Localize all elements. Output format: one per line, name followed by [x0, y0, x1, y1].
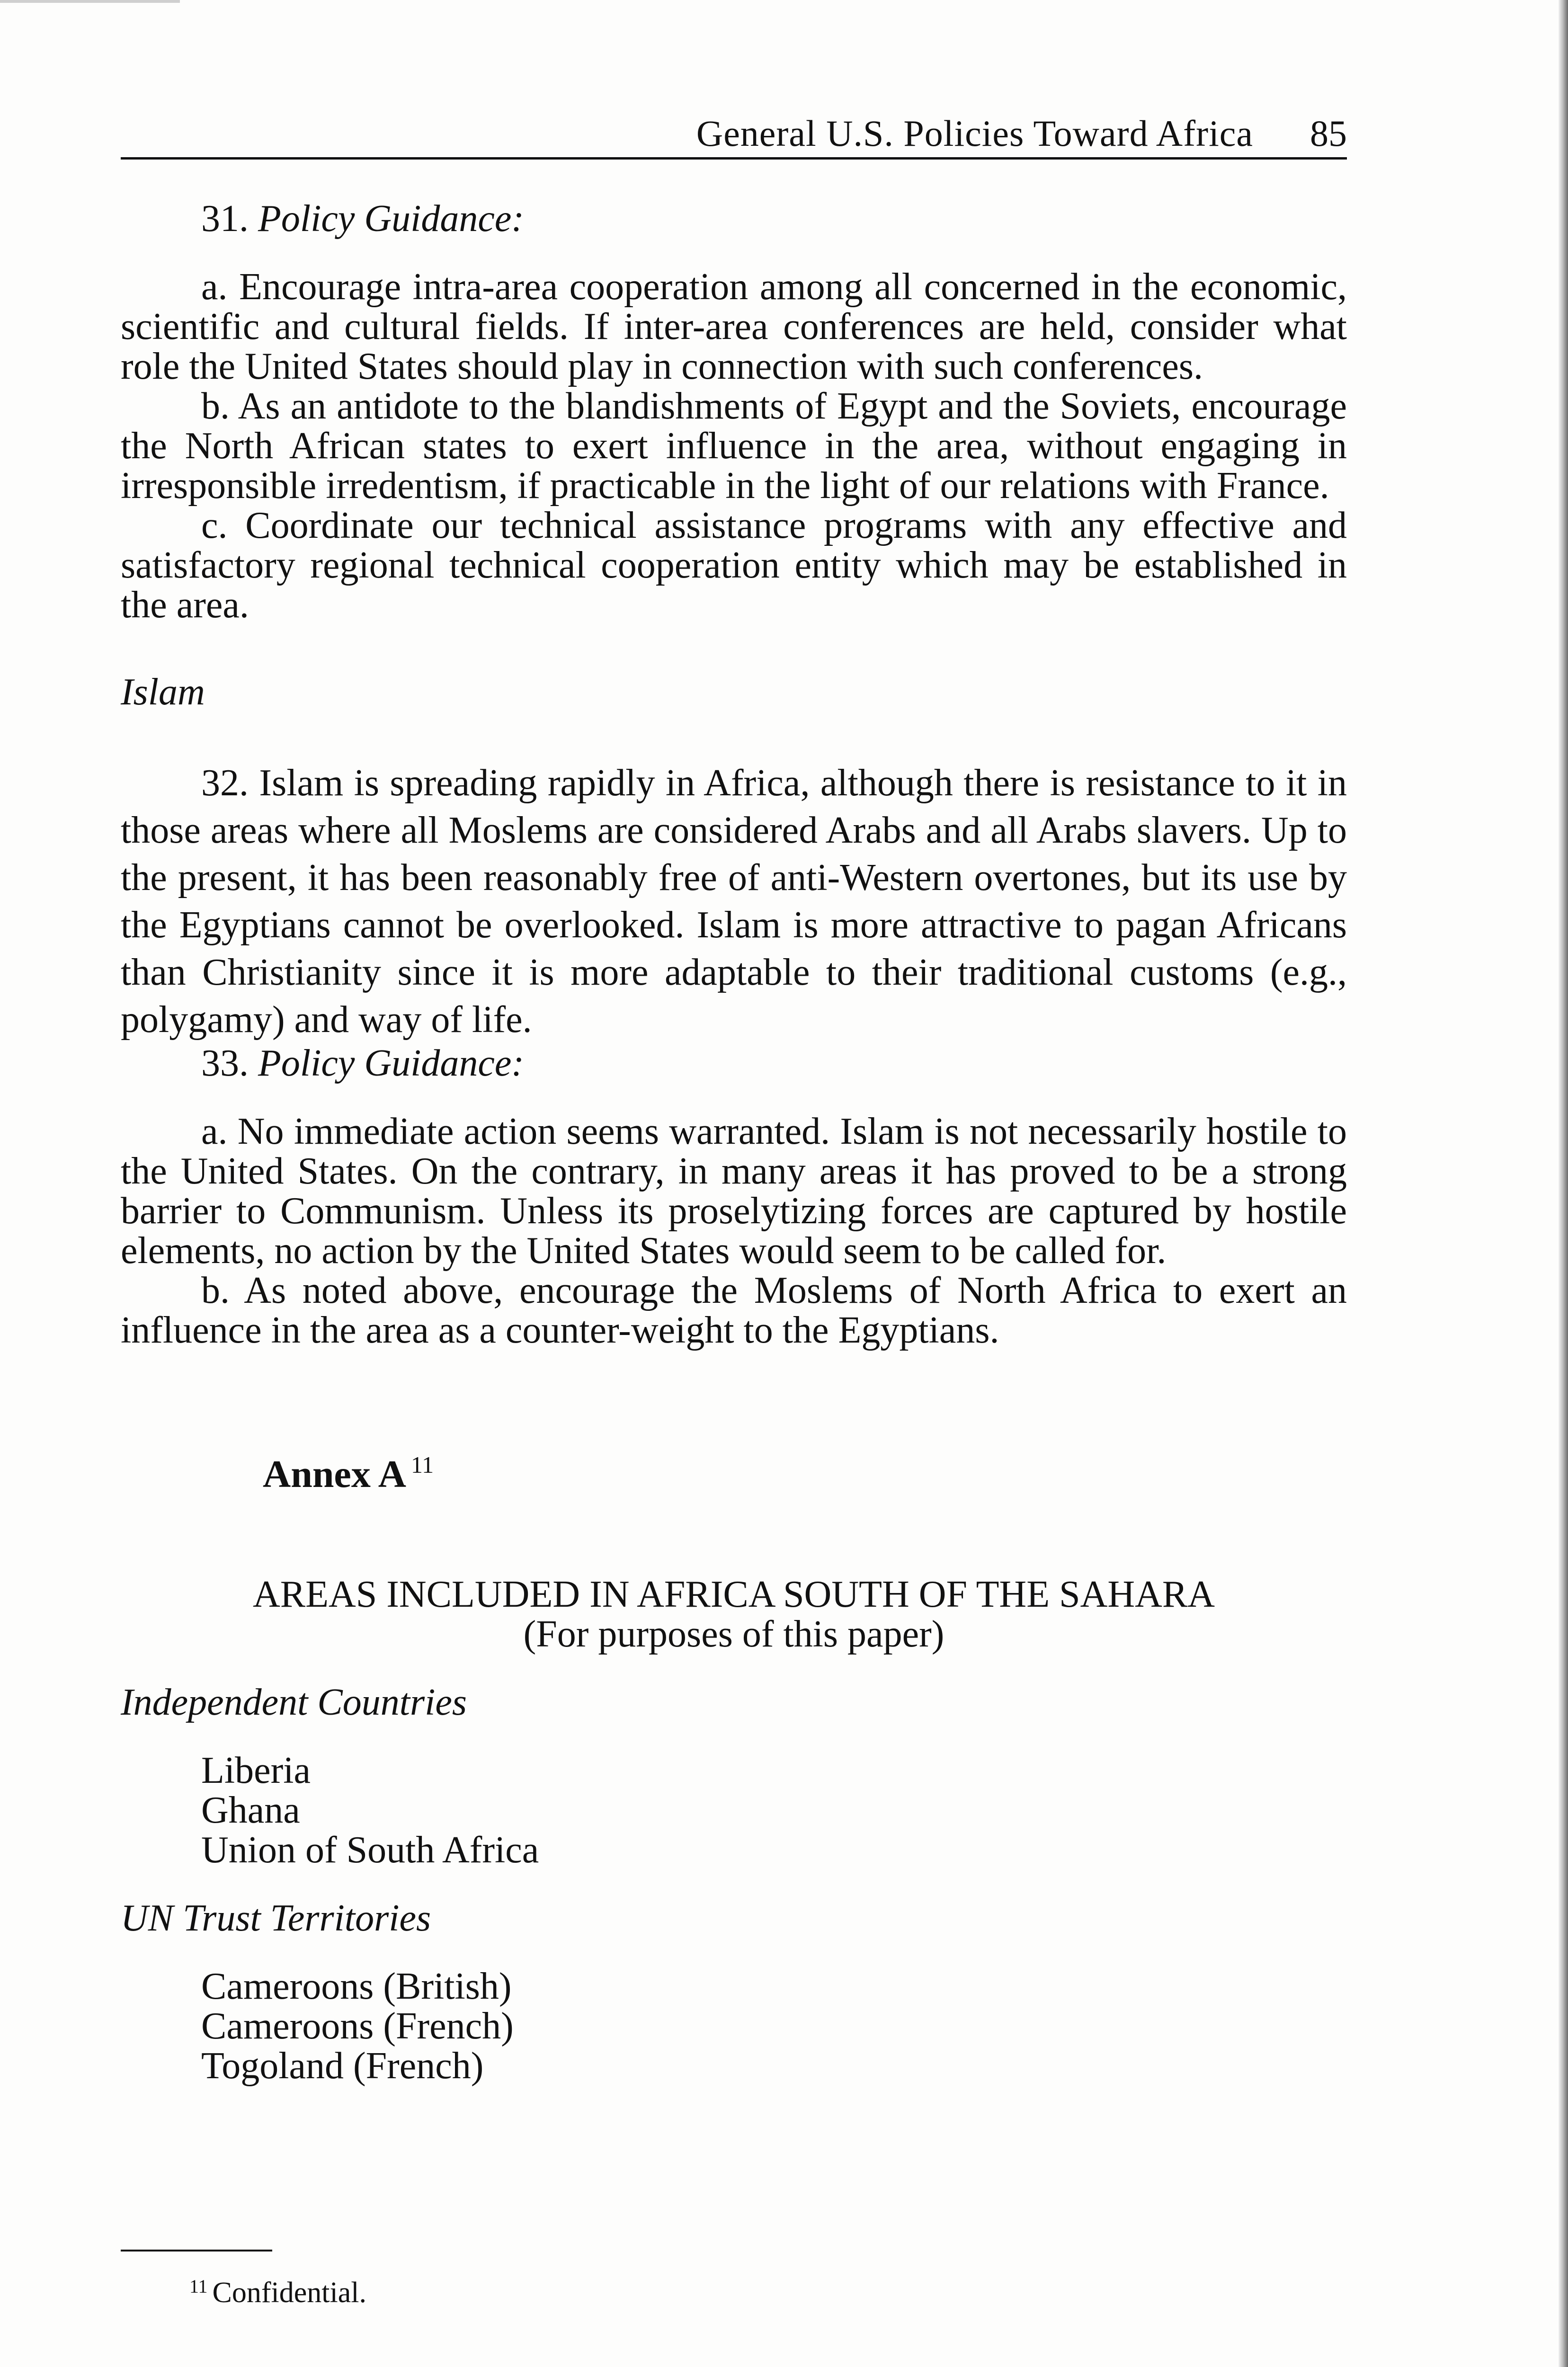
running-header [121, 110, 1347, 160]
paragraph-33b: b. As noted above, encourage the Moslems of North Africa to exert an influence in the area as a counter-weight to the Egyptians. [121, 1270, 1347, 1351]
paragraph-31-heading [201, 199, 1347, 239]
footnote-text: Confidential. [212, 2277, 366, 2309]
annex-title [263, 1445, 1347, 1494]
annex-heading: AREAS INCLUDED IN AFRICA SOUTH OF THE SAHARA [252, 1574, 1215, 1615]
paragraph-heading: Policy Guidance: [258, 198, 524, 240]
paragraph-number: 33. [201, 1042, 249, 1084]
paragraph-31b: b. As an antidote to the blandishments of Egypt and the Soviets, encourage the North African states to exert influence in the area, without engaging in irresponsible irredentism, if practicable in the light of our relations with France. [121, 385, 1347, 507]
footnote [189, 2268, 366, 2312]
page-number: 85 [1310, 113, 1347, 154]
footnote-divider [121, 2250, 272, 2251]
list-item: Ghana [201, 1789, 300, 1831]
paragraph-33a: a. No immediate action seems warranted. Islam is not necessarily hostile to the United States. On the contrary, in many areas it has proved to be a strong barrier to Communism. Unless its proselytizing forces are captured by hostile elements, no action by the United States would seem to be called for. [121, 1111, 1347, 1272]
list-item: Cameroons (French) [201, 2005, 514, 2047]
trust-territories-list [201, 1967, 1347, 2086]
footnote-number: 11 [189, 2276, 208, 2297]
section-heading-islam: Islam [121, 671, 205, 713]
trust-territories-heading: UN Trust Territories [121, 1897, 431, 1939]
scan-artifact [0, 0, 180, 3]
paragraph-31a: a. Encourage intra-area cooperation among all concerned in the economic, scientific and cultural fields. If inter-area conferences are held, consider what role the United States should play in connection with such conferences. [121, 266, 1347, 387]
list-item: Togoland (French) [201, 2045, 484, 2087]
paragraph-31c: c. Coordinate our technical assistance programs with any effective and satisfactory regional technical cooperation entity which may be established in the area. [121, 505, 1347, 626]
independent-countries-heading: Independent Countries [121, 1682, 467, 1723]
annex-title-text: Annex A [263, 1452, 407, 1495]
page-body [121, 199, 1347, 2086]
annex-subheading: (For purposes of this paper) [523, 1613, 944, 1655]
header-title: General U.S. Policies Toward Africa [696, 113, 1253, 154]
independent-countries-list [201, 1751, 1347, 1870]
footnote-reference: 11 [411, 1451, 434, 1478]
paragraph-heading: Policy Guidance: [258, 1042, 524, 1084]
list-item: Liberia [201, 1750, 311, 1791]
list-item: Cameroons (British) [201, 1966, 512, 2007]
page-edge-shadow [1559, 0, 1568, 2367]
paragraph-33-heading [201, 1043, 1347, 1083]
paragraph-32: 32. Islam is spreading rapidly in Africa, although there is resistance to it in those areas where all Moslems are considered Arabs and all Arabs slavers. Up to the present, it has been reasonably free of anti-Western overtones, but its use by the Egyptians cannot be overlooked. Islam is more attractive to pagan Africans than Christianity since it is more adaptable to their traditional customs (e.g., polygamy) and way of life. [121, 762, 1347, 1041]
paragraph-number: 31. [201, 198, 249, 240]
list-item: Union of South Africa [201, 1829, 539, 1871]
